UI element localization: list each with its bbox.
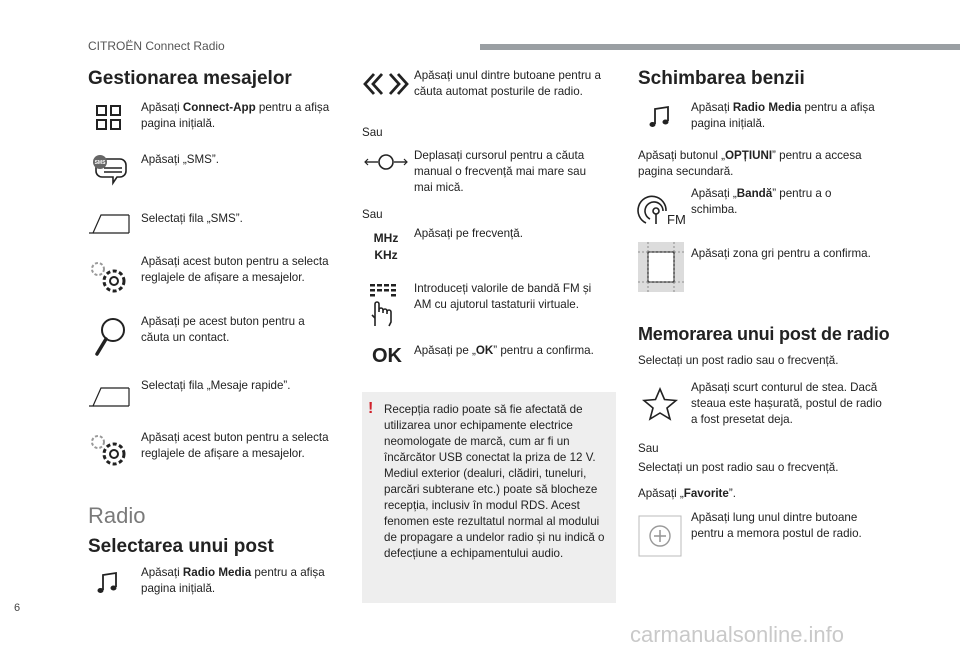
seek-buttons-icon	[362, 72, 410, 96]
star-icon	[642, 387, 678, 421]
instruction-band: Apăsați „Bandă” pentru a o schimba.	[691, 187, 832, 216]
instruction-options: Apăsați butonul „OPȚIUNI” pentru a accesa pagina secundară.	[638, 149, 862, 178]
warning-text: Recepția radio poate să fie afectată de utilizarea unor echipamente electrice neomologate de marcă, cum ar fi un încărcător USB conectat la priza de 12 V. Mediul exterior (dealuri, clădiri, tuneluri, parcări subterane etc.) poate să blocheze recepția, inclusiv în modul RDS. Acest fenomen este rezultatul normal al modului de propagare a undelor radio și nu indică o defecțiune a echipamentului audio.	[384, 403, 605, 560]
instruction-press-ok: Apăsați pe „OK” pentru a confirma.	[414, 344, 594, 357]
tab-icon	[88, 213, 130, 235]
ok-icon: OK	[372, 345, 402, 367]
instruction-connect-app: Apăsați Connect-App pentru a afișa pagina inițială.	[141, 101, 330, 130]
search-icon	[93, 316, 129, 358]
instruction-press-frequency: Apăsați pe frecvență.	[414, 227, 523, 240]
instruction-select-station-2: Selectați un post radio sau o frecvență.	[638, 461, 839, 474]
instruction-favorite: Apăsați „Favorite”.	[638, 487, 736, 500]
mhz-label: MHz	[373, 231, 399, 245]
instruction-select-station: Selectați un post radio sau o frecvență.	[638, 354, 839, 367]
page-number: 6	[14, 602, 21, 614]
or-label-2: Sau	[362, 208, 383, 221]
khz-label: KHz	[374, 248, 398, 262]
virtual-keyboard-icon	[366, 282, 402, 328]
grey-zone-icon	[638, 242, 684, 292]
settings-icon	[88, 432, 128, 468]
tab-icon	[88, 386, 130, 408]
instruction-grey-zone: Apăsați zona gri pentru a confirma.	[691, 247, 871, 260]
instruction-search-contact: Apăsați pe acest buton pentru a căuta un contact.	[141, 315, 305, 344]
svg-text:SMS: SMS	[94, 160, 106, 166]
instruction-long-press: Apăsați lung unul dintre butoane pentru a memora postul de radio.	[691, 511, 862, 540]
mhz-khz-icon	[368, 230, 404, 264]
svg-text:FM: FM	[667, 212, 686, 227]
section-title-change-band: Schimbarea benzii	[638, 68, 805, 89]
frequency-slider-icon	[364, 152, 408, 172]
section-title-messages: Gestionarea mesajelor	[88, 68, 292, 89]
connect-app-icon	[95, 104, 123, 132]
manual-header-title: CITROËN Connect Radio	[88, 39, 225, 53]
chapter-title-radio: Radio	[88, 503, 146, 528]
or-label-3: Sau	[638, 442, 659, 455]
section-title-memorize-station: Memorarea unui post de radio	[638, 324, 890, 344]
header-bar	[480, 44, 960, 50]
instruction-press-star: Apăsați scurt conturul de stea. Dacă steaua este hașurată, postul de radio a fost presetat deja.	[691, 381, 882, 426]
instruction-virtual-keyboard: Introduceți valorile de bandă FM și AM cu ajutorul tastaturii virtuale.	[414, 282, 592, 311]
instruction-radio-media-band: Apăsați Radio Media pentru a afișa pagina inițială.	[691, 101, 875, 130]
sms-icon	[88, 154, 128, 186]
instruction-quick-messages-tab: Selectați fila „Mesaje rapide”.	[141, 379, 291, 392]
instruction-sms: Apăsați „SMS”.	[141, 153, 219, 166]
instruction-radio-media: Apăsați Radio Media pentru a afișa pagina inițială.	[141, 566, 325, 595]
instruction-message-settings: Apăsați acest buton pentru a selecta reglajele de afișare a mesajelor.	[141, 255, 329, 284]
section-title-select-station: Selectarea unui post	[88, 536, 274, 557]
watermark: carmanualsonline.info	[630, 622, 845, 647]
warning-icon: !	[368, 400, 374, 417]
instruction-sms-tab: Selectați fila „SMS”.	[141, 212, 243, 225]
instruction-message-settings-2: Apăsați acest buton pentru a selecta reglajele de afișare a mesajelor.	[141, 431, 329, 460]
or-label-1: Sau	[362, 126, 383, 139]
instruction-auto-seek: Apăsați unul dintre butoane pentru a căuta automat posturile de radio.	[414, 69, 601, 98]
warning-box	[362, 392, 616, 603]
music-note-icon	[647, 104, 673, 130]
settings-icon	[88, 259, 128, 295]
music-note-icon	[95, 570, 121, 596]
fm-band-icon	[640, 193, 686, 227]
add-preset-icon	[638, 515, 682, 557]
instruction-manual-seek: Deplasați cursorul pentru a căuta manual o frecvență mai mare sau mai mică.	[414, 149, 587, 194]
